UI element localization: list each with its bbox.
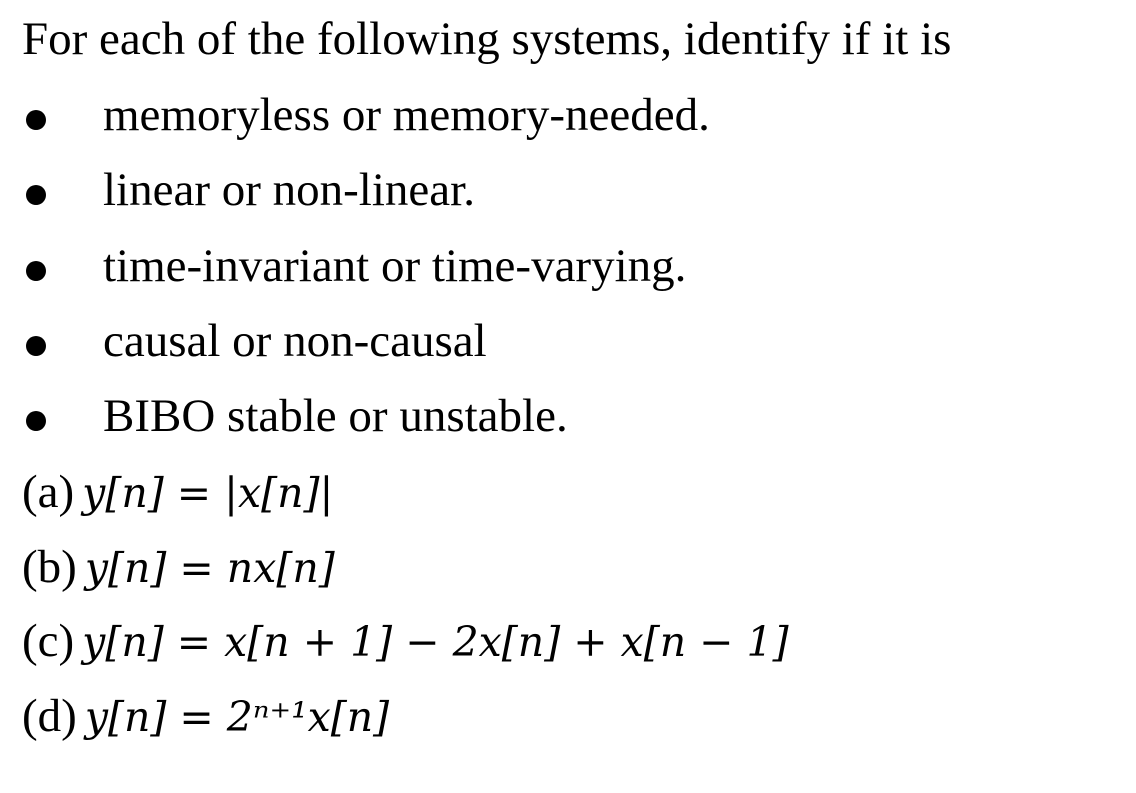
system-label: (b)	[22, 541, 77, 593]
intro-text: For each of the following systems, identify if it is	[22, 13, 952, 65]
system-equation: y[n] = 2ⁿ⁺¹x[n]	[84, 693, 390, 741]
list-item-text: causal or non-causal	[103, 315, 487, 367]
system-b	[22, 541, 335, 604]
system-equation: y[n] = nx[n]	[84, 544, 335, 592]
system-c	[22, 615, 789, 678]
system-a	[22, 466, 334, 529]
bullet-icon	[26, 185, 46, 205]
system-equation: y[n] = x[n + 1] − 2x[n] + x[n − 1]	[82, 618, 789, 666]
list-item-text: BIBO stable or unstable.	[103, 390, 568, 442]
list-item-text: time-invariant or time-varying.	[103, 240, 687, 292]
bullet-icon	[26, 336, 46, 356]
system-equation: y[n] = |x[n]|	[82, 469, 334, 517]
list-item	[0, 164, 1136, 223]
list-item-text: memoryless or memory-needed.	[103, 89, 710, 141]
system-label: (d)	[22, 690, 77, 742]
system-label: (a)	[22, 466, 75, 518]
bullet-icon	[26, 261, 46, 281]
list-item	[0, 390, 1136, 449]
system-label: (c)	[22, 615, 75, 667]
list-item	[0, 315, 1136, 374]
bullet-icon	[26, 411, 46, 431]
bullet-icon	[26, 110, 46, 130]
system-d	[22, 690, 390, 753]
list-item	[0, 89, 1136, 148]
list-item-text: linear or non-linear.	[103, 164, 475, 216]
list-item	[0, 240, 1136, 299]
